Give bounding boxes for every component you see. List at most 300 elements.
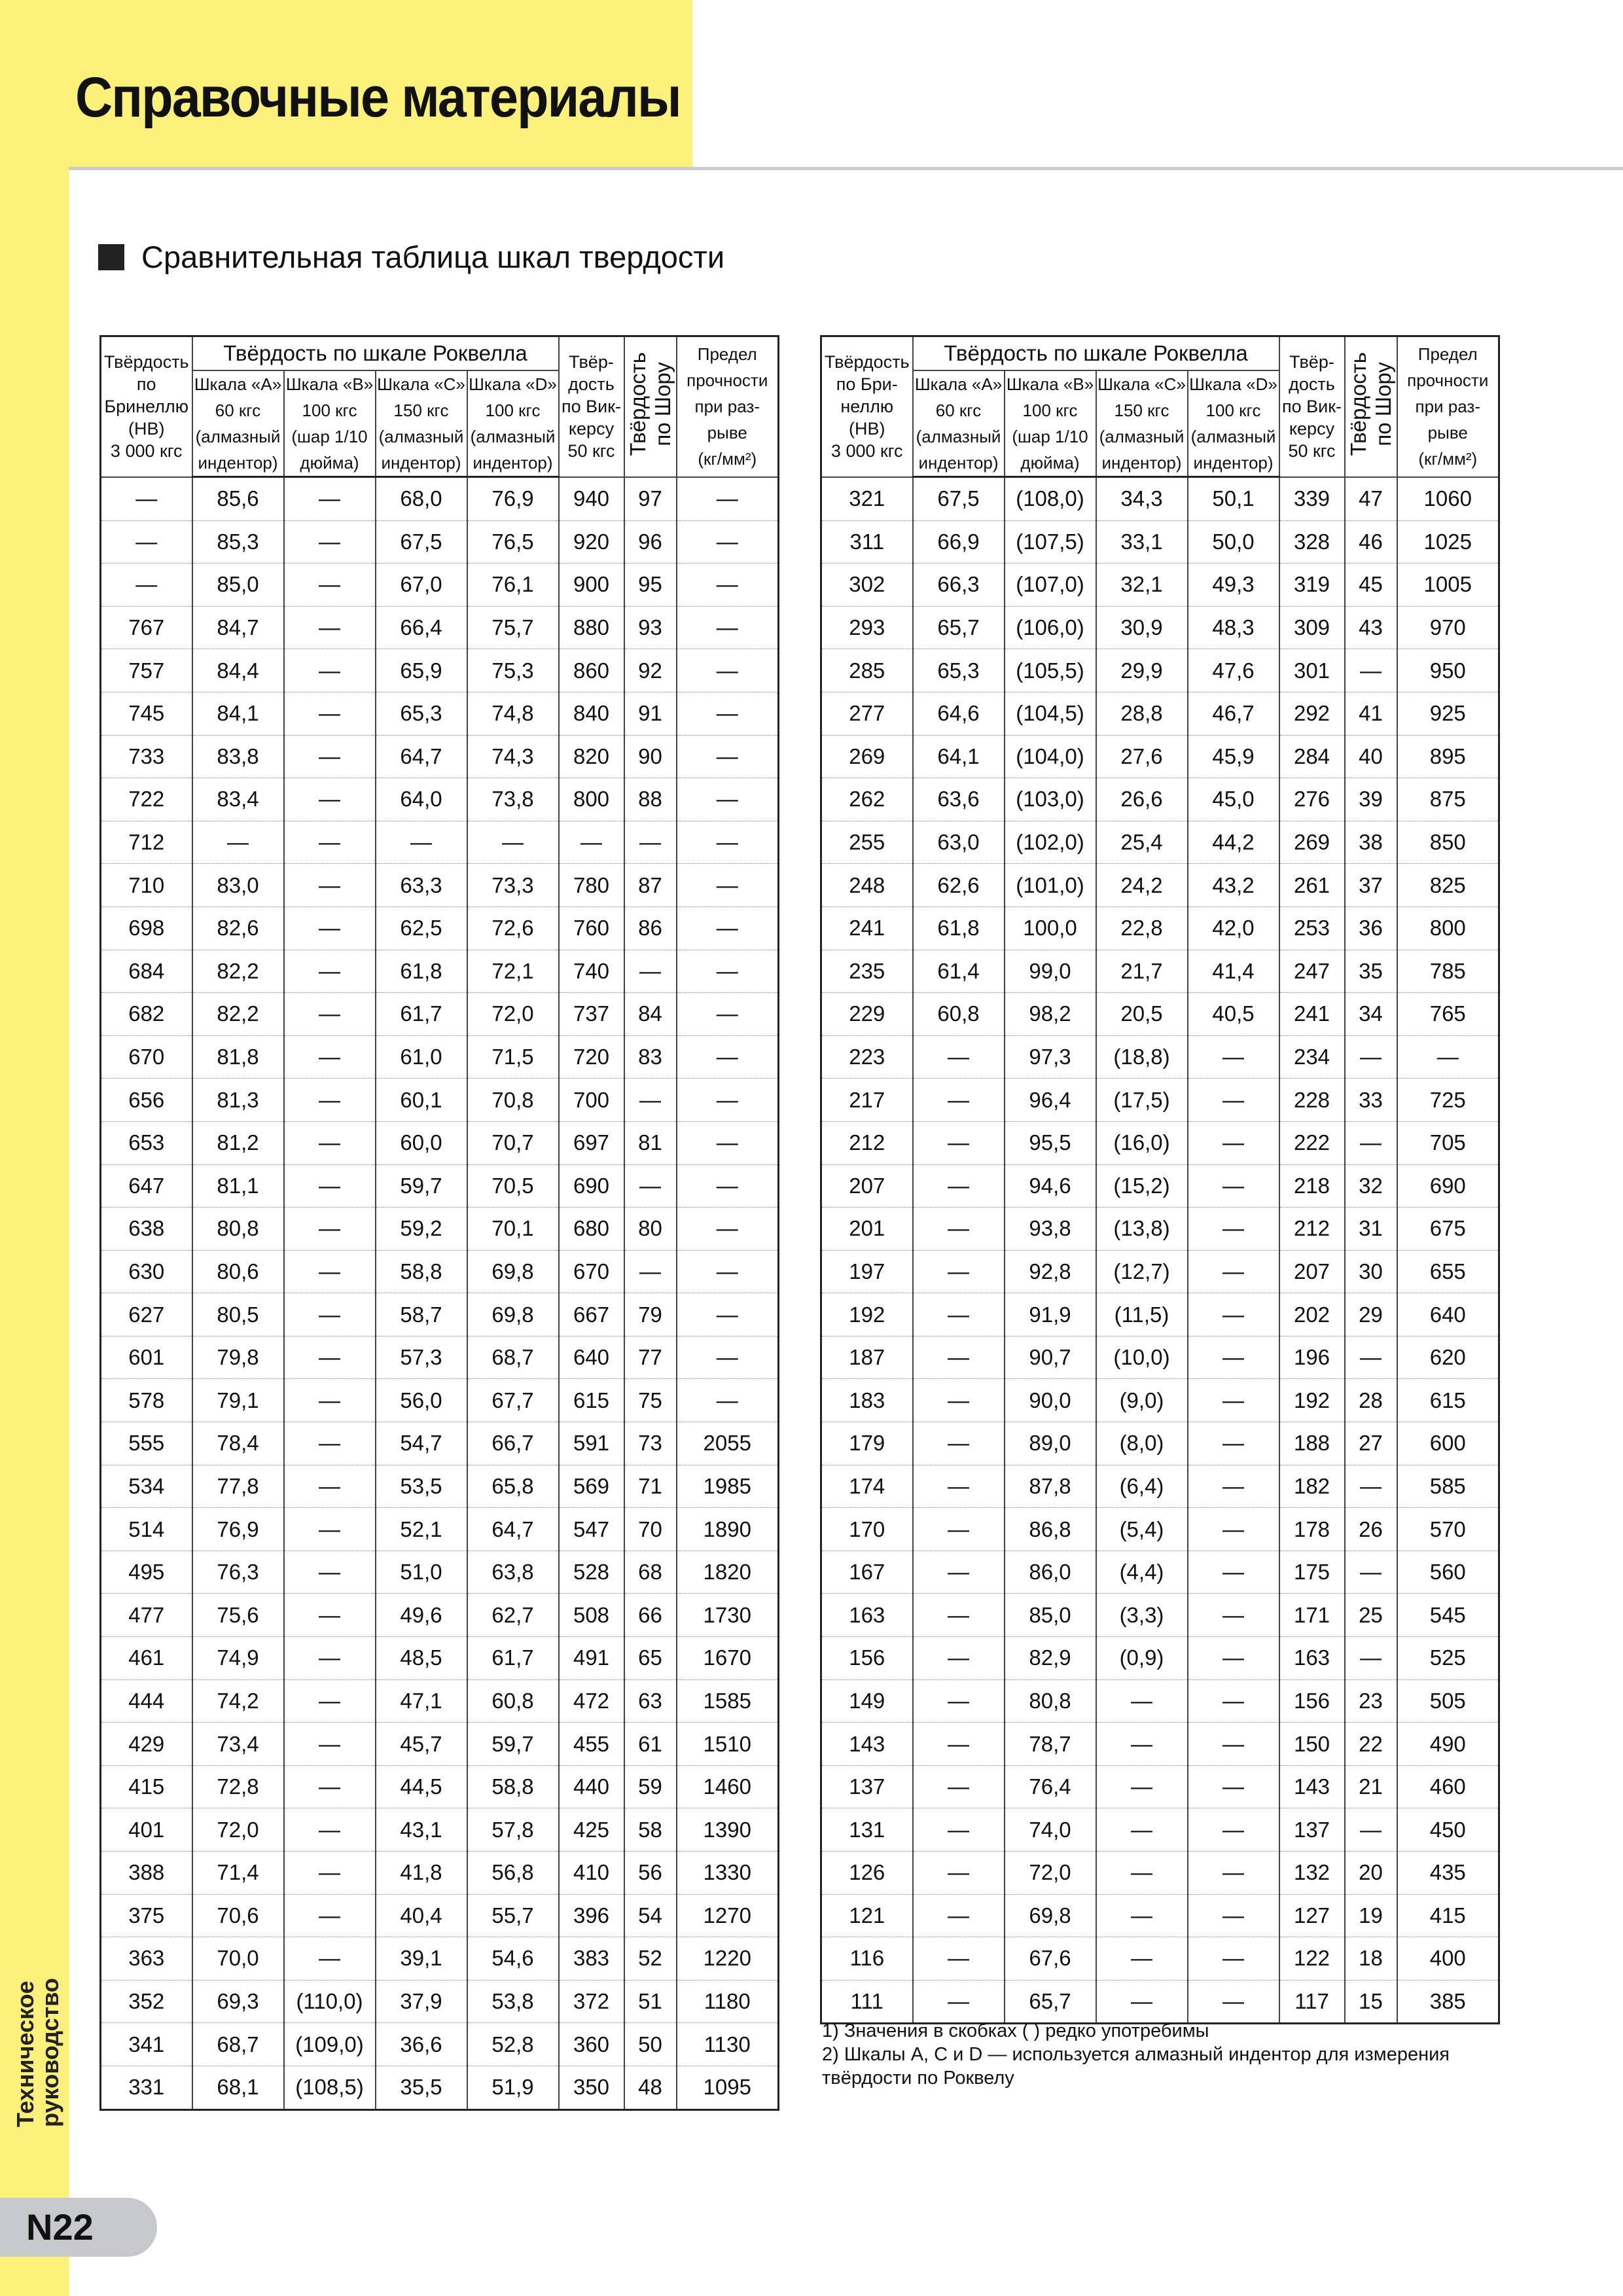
table-cell: (103,0) [1005,778,1096,821]
table-cell: — [284,1508,376,1551]
table-row [821,950,1499,993]
table-row [101,1765,779,1808]
table-cell: 440 [559,1765,624,1808]
table-cell: — [677,1164,779,1208]
table-cell: 73,4 [192,1723,284,1766]
table-cell: 72,0 [192,1808,284,1852]
table-cell: 66 [624,1594,677,1637]
table-cell: 88 [624,778,677,821]
table-cell: — [101,564,192,607]
table-cell: 737 [559,993,624,1036]
table-cell: — [913,1250,1005,1293]
table-cell: — [677,993,779,1036]
table-cell: 69,8 [467,1293,559,1336]
col-scale-b: Шкала «B» 100 кгс (шар 1/10 дюйма) [284,370,376,477]
table-cell: 235 [821,950,913,993]
table-row [821,477,1499,521]
table-cell: 241 [821,906,913,950]
table-cell: 76,4 [1005,1765,1096,1808]
table-cell: 253 [1279,906,1345,950]
table-row [821,1164,1499,1208]
table-cell: 745 [101,692,192,735]
table-cell: 64,6 [913,692,1005,735]
table-body-right [821,477,1499,2024]
table-cell: (16,0) [1096,1121,1188,1164]
table-cell: (18,8) [1096,1035,1188,1079]
table-cell: 75,6 [192,1594,284,1637]
table-cell: 840 [559,692,624,735]
table-row [821,778,1499,821]
table-cell: 45,0 [1188,778,1279,821]
table-cell: — [624,821,677,864]
table-cell: — [284,1679,376,1723]
table-cell: — [284,1336,376,1379]
table-cell: — [1188,1679,1279,1723]
table-cell: 201 [821,1208,913,1251]
table-cell: 292 [1279,692,1345,735]
table-cell: 950 [1397,649,1499,692]
table-cell: 64,7 [376,735,467,778]
table-cell: 127 [1279,1894,1345,1937]
table-cell: — [1188,1422,1279,1465]
table-cell: 86,0 [1005,1551,1096,1594]
table-cell: (107,5) [1005,520,1096,564]
table-cell: — [624,950,677,993]
table-cell: 690 [559,1164,624,1208]
table-cell: — [677,1293,779,1336]
table-cell: 42,0 [1188,906,1279,950]
table-cell: 69,3 [192,1980,284,2023]
col-shore: Твёрдость по Шору [624,336,677,477]
table-cell: 269 [821,735,913,778]
table-row [821,1894,1499,1937]
table-row [101,1508,779,1551]
table-cell: 57,3 [376,1336,467,1379]
table-row [821,1293,1499,1336]
table-cell: 54 [624,1894,677,1937]
side-label-line: Техническое [12,1981,39,2127]
table-cell: 705 [1397,1121,1499,1164]
table-cell: (108,0) [1005,477,1096,521]
table-cell: — [1345,1551,1397,1594]
table-cell: — [284,606,376,649]
table-cell: 83 [624,1035,677,1079]
table-cell: 234 [1279,1035,1345,1079]
table-cell: — [284,1293,376,1336]
table-cell: 33,1 [1096,520,1188,564]
table-row [821,1637,1499,1680]
table-cell: 72,0 [467,993,559,1036]
table-cell: — [677,606,779,649]
table-cell: 61,7 [467,1637,559,1680]
table-cell: — [284,1765,376,1808]
table-cell: — [1188,1508,1279,1551]
table-cell: 615 [559,1379,624,1422]
table-cell: 311 [821,520,913,564]
table-row [821,1679,1499,1723]
table-cell: — [1096,1937,1188,1981]
table-cell: — [284,1250,376,1293]
table-cell: 1095 [677,2066,779,2109]
table-cell: 70,0 [192,1937,284,1981]
table-cell: 56,8 [467,1852,559,1895]
table-row [101,692,779,735]
table-cell: (9,0) [1096,1379,1188,1422]
table-cell: 143 [1279,1765,1345,1808]
table-cell: 223 [821,1035,913,1079]
table-cell: 52 [624,1937,677,1981]
table-cell: 66,4 [376,606,467,649]
table-cell: 149 [821,1679,913,1723]
table-cell: — [677,1208,779,1251]
table-cell: 40 [1345,735,1397,778]
table-cell: — [1188,1551,1279,1594]
col-scale-d: Шкала «D» 100 кгс (алмазный индентор) [1188,370,1279,477]
table-cell: 156 [1279,1679,1345,1723]
table-cell: 94,6 [1005,1164,1096,1208]
table-cell: 77,8 [192,1465,284,1508]
table-cell: 1670 [677,1637,779,1680]
table-cell: 29 [1345,1293,1397,1336]
table-cell: 74,8 [467,692,559,735]
table-cell: 1180 [677,1980,779,2023]
table-cell: — [559,821,624,864]
table-cell: 40,5 [1188,993,1279,1036]
table-cell: 18 [1345,1937,1397,1981]
table-cell: 82,9 [1005,1637,1096,1680]
table-cell: 217 [821,1079,913,1122]
page-number-tab: N22 [0,2198,157,2257]
col-tensile-strength: Предел прочности при раз- рыве (кг/мм²) [1397,336,1499,477]
table-cell: 600 [1397,1422,1499,1465]
table-cell: 65,9 [376,649,467,692]
table-cell: 52,1 [376,1508,467,1551]
table-cell: — [284,1808,376,1852]
table-cell: 81,8 [192,1035,284,1079]
table-cell: 44,5 [376,1765,467,1808]
table-cell: 547 [559,1508,624,1551]
table-cell: 73,8 [467,778,559,821]
col-vickers: Твёр- дость по Вик- керсу 50 кгс [1279,336,1345,477]
table-cell: 1025 [1397,520,1499,564]
table-cell: 63,0 [913,821,1005,864]
table-row [101,1808,779,1852]
table-cell: 383 [559,1937,624,1981]
table-cell: 277 [821,692,913,735]
table-cell: 71,4 [192,1852,284,1895]
table-row [821,1852,1499,1895]
table-cell: 84,7 [192,606,284,649]
table-cell: 61,0 [376,1035,467,1079]
table-row [821,993,1499,1036]
table-cell: 80,8 [1005,1679,1096,1723]
table-row [821,1208,1499,1251]
table-cell: 360 [559,2023,624,2066]
table-cell: 74,0 [1005,1808,1096,1852]
table-cell: 207 [1279,1250,1345,1293]
table-cell: 2055 [677,1422,779,1465]
table-cell: 32 [1345,1164,1397,1208]
table-cell: (6,4) [1096,1465,1188,1508]
table-cell: 352 [101,1980,192,2023]
table-row [821,1379,1499,1422]
bullet-square-icon [98,244,124,270]
table-cell: 196 [1279,1336,1345,1379]
table-cell: 396 [559,1894,624,1937]
table-cell: (102,0) [1005,821,1096,864]
table-cell: 50 [624,2023,677,2066]
table-cell: 757 [101,649,192,692]
table-cell: 46 [1345,520,1397,564]
table-cell: 61 [624,1723,677,1766]
table-cell: 34 [1345,993,1397,1036]
table-cell: 860 [559,649,624,692]
table-cell: 92 [624,649,677,692]
table-cell: 477 [101,1594,192,1637]
table-cell: 1820 [677,1551,779,1594]
table-cell: — [1345,1808,1397,1852]
table-cell: 58 [624,1808,677,1852]
table-cell: — [284,477,376,521]
table-cell: 67,6 [1005,1937,1096,1981]
table-row [821,1035,1499,1079]
table-row [821,821,1499,864]
table-cell: 131 [821,1808,913,1852]
col-group-rockwell: Твёрдость по шкале Роквелла [913,336,1279,371]
table-cell: 187 [821,1336,913,1379]
col-scale-a: Шкала «А» 60 кгс (алмазный индентор) [192,370,284,477]
table-cell: — [284,564,376,607]
table-cell: 970 [1397,606,1499,649]
table-cell: 183 [821,1379,913,1422]
table-cell: 401 [101,1808,192,1852]
table-cell: — [1345,1121,1397,1164]
table-cell: 66,3 [913,564,1005,607]
table-cell: — [677,1079,779,1122]
table-cell: 27 [1345,1422,1397,1465]
table-cell: 72,1 [467,950,559,993]
table-cell: 76,9 [467,477,559,521]
table-cell: 48,3 [1188,606,1279,649]
table-cell: (5,4) [1096,1508,1188,1551]
table-cell: 1510 [677,1723,779,1766]
table-row [101,477,779,521]
table-cell: 100,0 [1005,906,1096,950]
table-cell: 514 [101,1508,192,1551]
table-cell: 415 [101,1765,192,1808]
table-cell: 49,6 [376,1594,467,1637]
table-cell: 425 [559,1808,624,1852]
table-cell: 82,2 [192,993,284,1036]
table-cell: (8,0) [1096,1422,1188,1465]
table-row [101,1250,779,1293]
table-cell: — [913,1379,1005,1422]
table-cell: 80 [624,1208,677,1251]
table-cell: (4,4) [1096,1551,1188,1594]
table-cell: 60,1 [376,1079,467,1122]
table-cell: 15 [1345,1980,1397,2024]
table-cell: 178 [1279,1508,1345,1551]
table-cell: 615 [1397,1379,1499,1422]
table-cell: — [913,1293,1005,1336]
table-cell: 895 [1397,735,1499,778]
table-cell: — [624,1079,677,1122]
table-cell: 70,8 [467,1079,559,1122]
table-cell: 64,0 [376,778,467,821]
table-cell: 212 [821,1121,913,1164]
table-cell: 30 [1345,1250,1397,1293]
table-cell: — [677,864,779,907]
table-cell: 126 [821,1852,913,1895]
table-cell: — [913,1723,1005,1766]
table-cell: 1460 [677,1765,779,1808]
col-shore: Твёрдость по Шору [1345,336,1397,477]
table-cell: 69,8 [467,1250,559,1293]
table-cell: 65 [624,1637,677,1680]
table-cell: 137 [1279,1808,1345,1852]
table-cell: (11,5) [1096,1293,1188,1336]
table-cell: 820 [559,735,624,778]
table-cell: — [677,1250,779,1293]
table-cell: 640 [559,1336,624,1379]
table-cell: 733 [101,735,192,778]
table-cell: 40,4 [376,1894,467,1937]
table-cell: — [1188,1208,1279,1251]
table-cell: 167 [821,1551,913,1594]
table-cell: 49,3 [1188,564,1279,607]
table-cell: 21 [1345,1765,1397,1808]
table-cell: — [1096,1980,1188,2024]
col-brinell: Твёрдость по Бринеллю (HB) 3 000 кгс [101,336,192,477]
side-label-line: руководство [37,1978,63,2127]
table-cell: 74,2 [192,1679,284,1723]
table-cell: 63,8 [467,1551,559,1594]
table-cell: 70,1 [467,1208,559,1251]
table-cell: 363 [101,1937,192,1981]
table-cell: (0,9) [1096,1637,1188,1680]
table-row [101,1079,779,1122]
table-cell: — [1096,1808,1188,1852]
table-cell: 83,8 [192,735,284,778]
table-cell: 22 [1345,1723,1397,1766]
table-cell: (110,0) [284,1980,376,2023]
table-cell: — [913,1164,1005,1208]
table-cell: 429 [101,1723,192,1766]
table-row [821,1594,1499,1637]
table-cell: 68,7 [467,1336,559,1379]
table-cell: 59 [624,1765,677,1808]
table-cell: 192 [1279,1379,1345,1422]
table-cell: 171 [1279,1594,1345,1637]
table-cell: 175 [1279,1551,1345,1594]
table-cell: 525 [1397,1637,1499,1680]
table-row [821,1937,1499,1981]
table-row [821,1121,1499,1164]
table-row [821,1250,1499,1293]
table-row [821,1551,1499,1594]
left-accent-bar [0,0,69,2296]
table-row [101,1852,779,1895]
table-cell: 293 [821,606,913,649]
table-cell: 1060 [1397,477,1499,521]
table-cell: — [1188,1937,1279,1981]
table-cell: 460 [1397,1765,1499,1808]
table-cell: 760 [559,906,624,950]
table-row [101,778,779,821]
table-cell: 940 [559,477,624,521]
table-cell: 91,9 [1005,1293,1096,1336]
table-cell: — [284,950,376,993]
table-body-left [101,477,779,2110]
table-cell: (15,2) [1096,1164,1188,1208]
table-cell: 41,8 [376,1852,467,1895]
table-cell: 84,4 [192,649,284,692]
table-row [101,1679,779,1723]
table-cell: 33 [1345,1079,1397,1122]
table-cell: 43 [1345,606,1397,649]
table-cell: 61,8 [376,950,467,993]
table-cell: — [284,1465,376,1508]
table-cell: (104,5) [1005,692,1096,735]
table-cell: — [1188,1894,1279,1937]
table-cell: 26,6 [1096,778,1188,821]
table-row [101,1723,779,1766]
table-cell: 68,7 [192,2023,284,2066]
table-cell: 60,0 [376,1121,467,1164]
table-cell: 22,8 [1096,906,1188,950]
table-cell: — [1188,1980,1279,2024]
table-cell: 98,2 [1005,993,1096,1036]
table-cell: 58,8 [467,1765,559,1808]
table-cell: 85,3 [192,520,284,564]
table-cell: 39,1 [376,1937,467,1981]
table-cell: 75,7 [467,606,559,649]
table-cell: 740 [559,950,624,993]
table-cell: — [284,1121,376,1164]
table-cell: 647 [101,1164,192,1208]
table-row [821,1508,1499,1551]
table-cell: 555 [101,1422,192,1465]
table-cell: 70 [624,1508,677,1551]
table-cell: 455 [559,1723,624,1766]
table-cell: 301 [1279,649,1345,692]
table-cell: 80,6 [192,1250,284,1293]
table-cell: 528 [559,1551,624,1594]
table-cell: 25,4 [1096,821,1188,864]
table-cell: 93,8 [1005,1208,1096,1251]
table-cell: 675 [1397,1208,1499,1251]
table-cell: 47,6 [1188,649,1279,692]
table-cell: — [677,1336,779,1379]
table-cell: 698 [101,906,192,950]
table-cell: 276 [1279,778,1345,821]
table-cell: 255 [821,821,913,864]
table-cell: 72,0 [1005,1852,1096,1895]
table-cell: 640 [1397,1293,1499,1336]
table-cell: 712 [101,821,192,864]
table-cell: 132 [1279,1852,1345,1895]
table-row [821,1980,1499,2024]
table-cell: 56,0 [376,1379,467,1422]
table-cell: 54,6 [467,1937,559,1981]
table-cell: 591 [559,1422,624,1465]
table-cell: 1985 [677,1465,779,1508]
table-cell: 36,6 [376,2023,467,2066]
table-cell: — [913,1422,1005,1465]
table-cell: (106,0) [1005,606,1096,649]
table-cell: 490 [1397,1723,1499,1766]
table-cell: 207 [821,1164,913,1208]
